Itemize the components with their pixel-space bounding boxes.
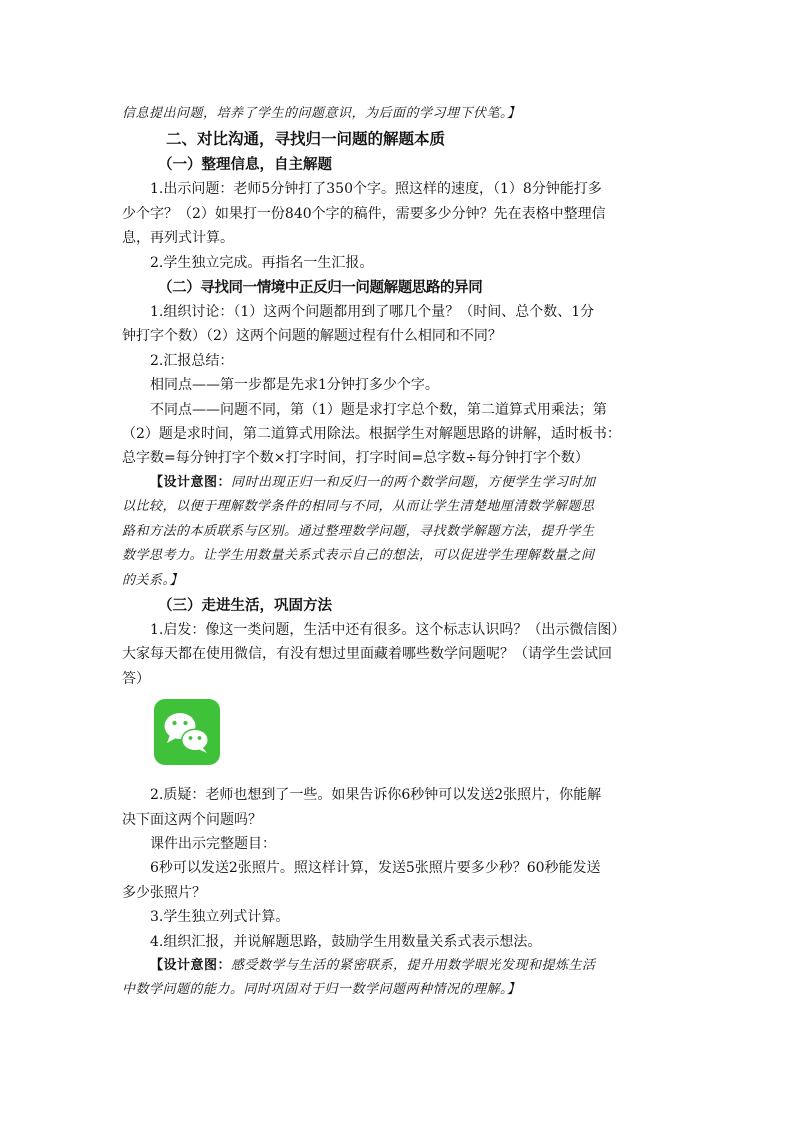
design-intent-line: 的关系。】 — [122, 572, 184, 588]
section-title: 二、对比沟通，寻找归一问题的解题本质 — [166, 129, 446, 149]
paragraph-line: 相同点——第一步都是先求1分钟打多少个字。 — [150, 377, 439, 394]
paragraph-line: 1.组织讨论：（1）这两个问题都用到了哪几个量？（时间、总个数、1分 — [150, 304, 595, 321]
design-intent-line: 以比较，以便于理解数学条件的相同与不同，从而让学生清楚地厘清数学解题思 — [122, 499, 595, 515]
subsection-title-1: （一）整理信息，自主解题 — [158, 156, 332, 174]
paragraph-line: 钟打字个数）（2）这两个问题的解题过程有什么相同和不同？ — [122, 328, 502, 345]
paragraph-line: 总字数=每分钟打字个数×打字时间，打字时间=总字数÷每分钟打字个数） — [122, 450, 589, 467]
paragraph-line: 决下面这两个问题吗？ — [122, 811, 262, 828]
subsection-title-3: （三）走进生活，巩固方法 — [158, 596, 332, 614]
paragraph-line: 2.学生独立完成。再指名一生汇报。 — [150, 254, 374, 271]
paragraph-line: 大家每天都在使用微信，有没有想过里面藏着哪些数学问题呢？（请学生尝试回 — [122, 646, 612, 663]
page-content — [122, 102, 674, 1003]
paragraph-line: 1.启发：像这一类问题，生活中还有很多。这个标志认识吗？（出示微信图） — [150, 621, 626, 638]
design-intent-tail: 信息提出问题，培养了学生的问题意识，为后面的学习埋下伏笔。】 — [122, 106, 521, 121]
paragraph-line: 少个字？（2）如果打一份840个字的稿件，需要多少分钟？先在表格中整理信 — [122, 205, 606, 222]
wechat-logo-icon — [154, 699, 220, 765]
paragraph-line: 3.学生独立列式计算。 — [150, 909, 290, 926]
subsection-title-2: （二）寻找同一情境中正反归一问题解题思路的异同 — [158, 279, 483, 297]
paragraph-line: 息，再列式计算。 — [122, 230, 234, 247]
design-intent-line: 路和方法的本质联系与区别。通过整理数学问题，寻找数学解题方法，提升学生 — [122, 523, 595, 539]
design-intent-line: 数学思考力。让学生用数量关系式表示自己的想法，可以促进学生理解数量之间 — [122, 548, 595, 564]
paragraph-line: 课件出示完整题目： — [150, 835, 276, 852]
paragraph-line: 2.汇报总结： — [150, 352, 234, 369]
design-intent-tag: 【设计意图： — [150, 474, 232, 490]
design-intent-block — [122, 471, 674, 495]
design-intent-tag: 【设计意图： — [150, 957, 232, 973]
design-intent-text: 同时出现正归一和反归一的两个数学问题，方便学生学习时加 — [231, 474, 596, 490]
design-intent-text: 感受数学与生活的紧密联系，提升用数学眼光发现和提炼生活 — [231, 957, 596, 973]
paragraph-line: 4.组织汇报，并说解题思路，鼓励学生用数量关系式表示想法。 — [150, 933, 542, 950]
paragraph-line: 2.质疑：老师也想到了一些。如果告诉你6秒钟可以发送2张照片，你能解 — [150, 787, 602, 804]
paragraph-line: （2）题是求时间，第二道算式用除法。根据学生对解题思路的讲解，适时板书： — [122, 426, 621, 443]
design-intent-line: 中数学问题的能力。同时巩固对于归一数学问题两种情况的理解。】 — [122, 982, 521, 998]
paragraph-line: 6秒可以发送2张照片。照这样计算，发送5张照片要多少秒？60秒能发送 — [150, 860, 601, 877]
wechat-logo-container — [122, 691, 674, 783]
design-intent-block — [122, 954, 674, 978]
paragraph-line: 不同点——问题不同，第（1）题是求打字总个数，第二道算式用乘法；第 — [150, 401, 607, 418]
paragraph-line: 答） — [122, 670, 150, 687]
paragraph-line: 多少张照片？ — [122, 884, 206, 901]
paragraph-line: 1.出示问题：老师5分钟打了350个字。照这样的速度，（1）8分钟能打多 — [150, 181, 602, 198]
